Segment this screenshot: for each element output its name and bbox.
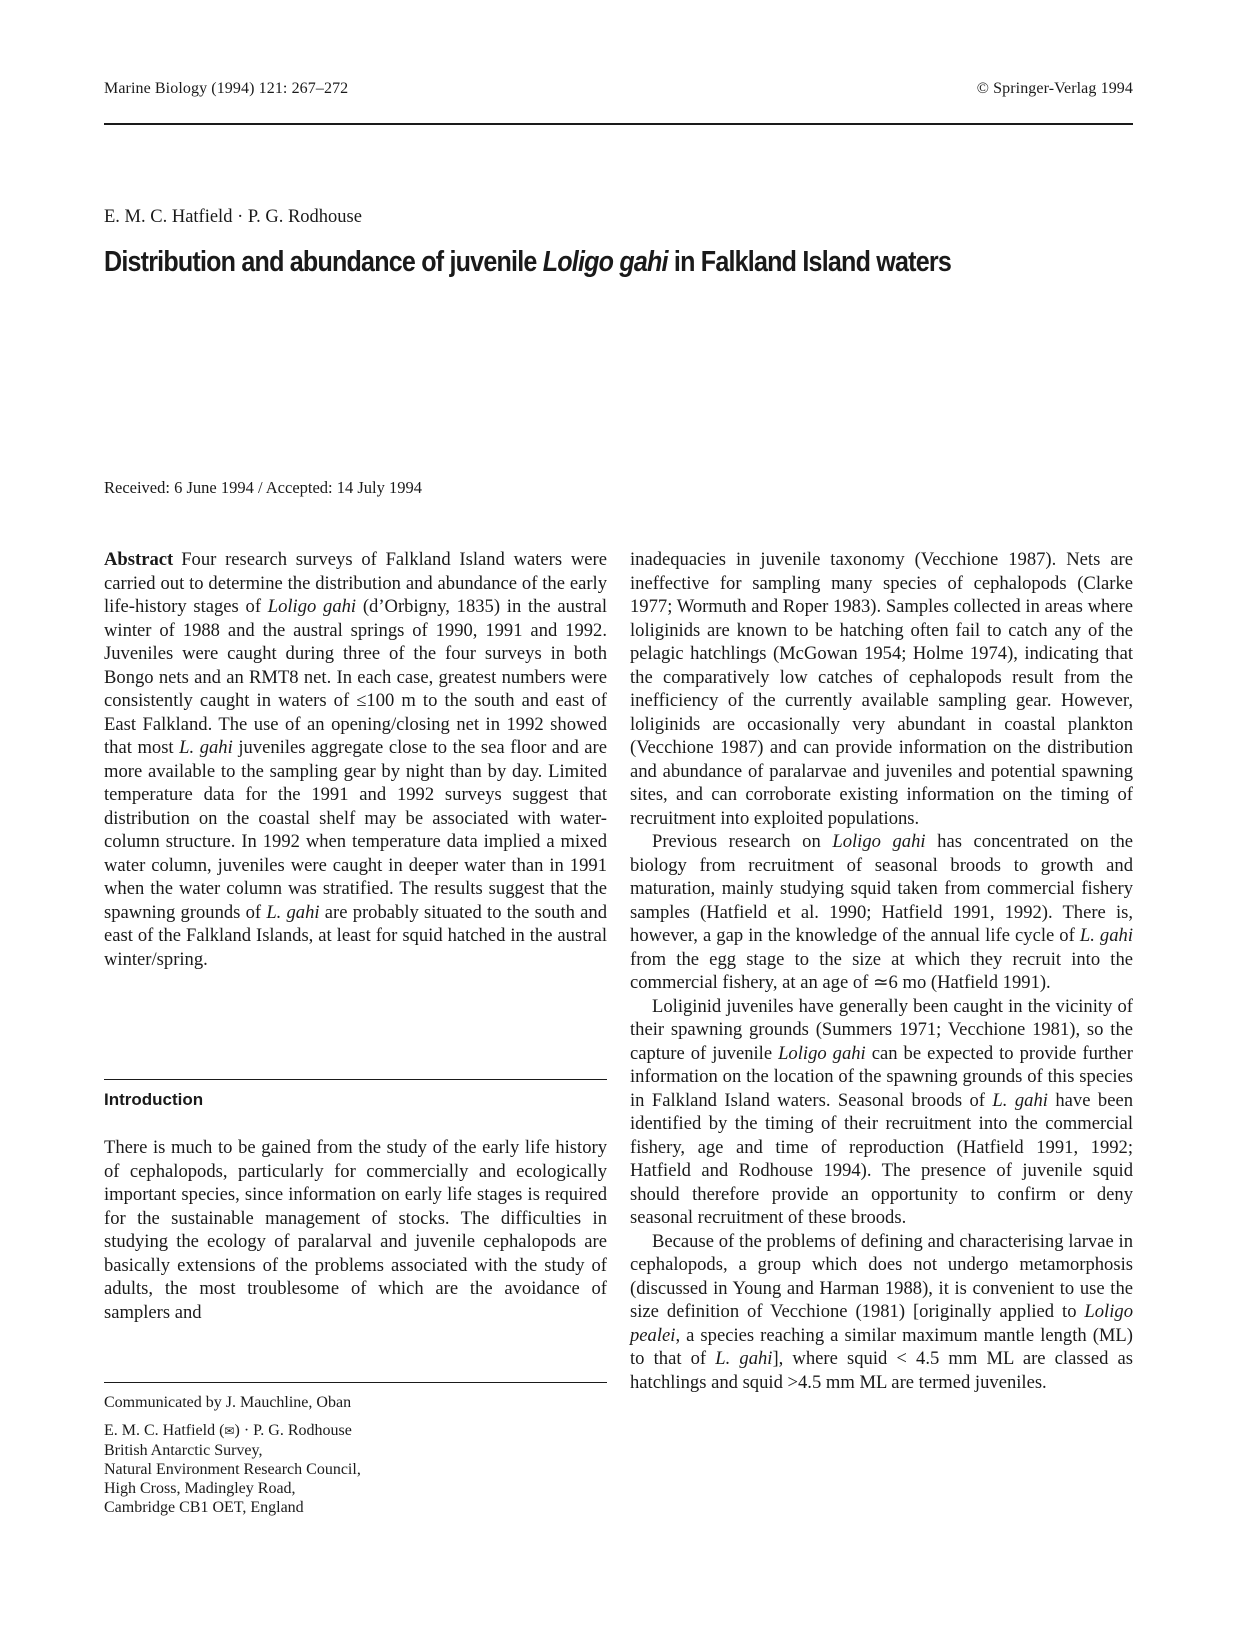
address-line: Natural Environment Research Council,: [104, 1461, 361, 1478]
abstract-text: Four research surveys of Falkland Island waters were carried out to determine the distribution and abundance of the early life-history stages of: [104, 549, 607, 617]
species-name: L. gahi: [715, 1348, 773, 1369]
abstract-paragraph: [104, 548, 607, 971]
copyright-notice: © Springer-Verlag 1994: [976, 80, 1133, 97]
introduction-heading: Introduction: [104, 1090, 204, 1109]
body-text: can be expected to provide further information on the location of the spawning grounds of this species in Falkland Island waters. Seasonal broods of: [630, 1042, 1133, 1111]
header-rule: [104, 123, 1133, 125]
species-name: Loligo gahi: [832, 831, 926, 852]
communicated-by: Communicated by J. Mauchline, Oban: [104, 1394, 352, 1411]
footnote-divider: [104, 1382, 607, 1383]
abstract-species: L. gahi: [266, 901, 320, 923]
footnotes-block: [104, 1393, 361, 1517]
body-text: , a species reaching a similar maximum mantle length (ML) to that of: [630, 1324, 1133, 1369]
abstract-text: (d’Orbigny, 1835) in the austral winter of 1988 and the austral springs of 1990, 1991 and 1992. Juveniles were caught during three of the four surveys in both Bongo nets and an RMT8 net. In each case, greatest numbers were consistently caught in waters of ≤100 m to the south and east of East Falkland. The use of an opening/closing net in 1992 showed that most: [104, 596, 607, 758]
body-paragraph: inadequacies in juvenile taxonomy (Vecchione 1987). Nets are ineffective for sampling many species of cephalopods (Clarke 1977; Wormuth and Roper 1983). Samples collected in areas where loliginids are known to be hatching often fail to catch any of the pelagic hatchlings (McGowan 1954; Holme 1974), indicating that the comparatively low catches of cephalopods result from the inefficiency of the currently available sampling gear. However, loliginids are occasionally very abundant in coastal plankton (Vecchione 1987) and can provide information on the distribution and abundance of paralarvae and juveniles and potential spawning sites, and can corroborate existing information on the timing of recruitment into exploited populations.: [630, 549, 1133, 829]
body-paragraph: [630, 995, 1133, 1230]
address-line: Cambridge CB1 OET, England: [104, 1499, 304, 1516]
body-text: Loliginid juveniles have generally been caught in the vicinity of their spawning grounds (Summers 1971; Vecchione 1981), so the capture of juvenile: [630, 995, 1133, 1064]
title-species: Loligo gahi: [542, 246, 668, 278]
species-name: Loligo gahi: [778, 1042, 866, 1064]
corresponding-authors: [104, 1421, 361, 1441]
abstract-species: L. gahi: [179, 737, 233, 758]
abstract-text: juveniles aggregate close to the sea floor and are more available to the sampling gear by night than by day. Limited temperature data for the 1991 and 1992 surveys suggest that distribution on the coastal shelf may be associated with water-column structure. In 1992 when temperature data implied a mixed water column, juveniles were caught in deeper water than in 1991 when the water column was stratified. The results suggest that the spawning grounds of: [104, 737, 607, 923]
abstract-text: are probably situated to the south and east of the Falkland Islands, at least for squid hatched in the austral winter/spring.: [104, 901, 607, 970]
journal-citation: Marine Biology (1994) 121: 267–272: [104, 80, 349, 97]
address-line: High Cross, Madingley Road,: [104, 1480, 296, 1497]
abstract-label: Abstract: [104, 549, 174, 570]
author-name: E. M. C. Hatfield (: [104, 1422, 225, 1439]
abstract-species: Loligo gahi: [267, 596, 357, 617]
section-divider: [104, 1079, 607, 1080]
body-paragraph: [630, 830, 1133, 995]
body-paragraph: [630, 1230, 1133, 1395]
title-part-2: in Falkland Island waters: [667, 246, 951, 278]
introduction-text: [104, 1136, 607, 1324]
title-part-1: Distribution and abundance of juvenile: [104, 246, 543, 278]
body-text: has concentrated on the biology from recruitment of seasonal broods to growth and maturation, mainly studying squid taken from commercial fishery samples (Hatfield et al. 1990; Hatfield 1991, 1992). There is, however, a gap in the knowledge of the annual life cycle of: [630, 831, 1133, 946]
body-text: Because of the problems of defining and characterising larvae in cephalopods, a group which does not undergo metamorphosis (discussed in Young and Harman 1988), it is convenient to use the size definition of Vecchione (1981) [originally applied to: [630, 1230, 1133, 1322]
paper-title: [104, 246, 1019, 279]
species-name: L. gahi: [1079, 925, 1133, 946]
authors-line: E. M. C. Hatfield · P. G. Rodhouse: [104, 207, 362, 227]
envelope-icon: ✉: [224, 1424, 235, 1438]
introduction-paragraph: There is much to be gained from the study of the early life history of cephalopods, particularly for commercially and ecologically important species, since information on early life stages is required for the sustainable management of stocks. The difficulties in studying the ecology of paralarval and juvenile cephalopods are basically extensions of the problems associated with the study of adults, the most troublesome of which are the avoidance of samplers and: [104, 1137, 607, 1323]
body-text: Previous research on: [652, 831, 833, 852]
author-name: ) · P. G. Rodhouse: [234, 1422, 352, 1439]
right-column: [630, 548, 1133, 1394]
species-name: L. gahi: [992, 1089, 1048, 1111]
address-line: British Antarctic Survey,: [104, 1442, 263, 1459]
body-text: from the egg stage to the size at which they recruit into the commercial fishery, at an age of ≃6 mo (Hatfield 1991).: [630, 948, 1133, 993]
species-name: Loligo pealei: [630, 1301, 1133, 1346]
body-text: have been identified by the timing of their recruitment into the commercial fishery, age and time of reproduction (Hatfield 1991, 1992; Hatfield and Rodhouse 1994). The presence of juvenile squid should therefore provide an opportunity to confirm or deny seasonal recruitment of these broods.: [630, 1089, 1133, 1228]
received-accepted-dates: Received: 6 June 1994 / Accepted: 14 July 1994: [104, 478, 423, 497]
abstract-block: [104, 548, 607, 971]
body-text: ], where squid < 4.5 mm ML are classed as hatchlings and squid >4.5 mm ML are termed juveniles.: [630, 1348, 1134, 1393]
